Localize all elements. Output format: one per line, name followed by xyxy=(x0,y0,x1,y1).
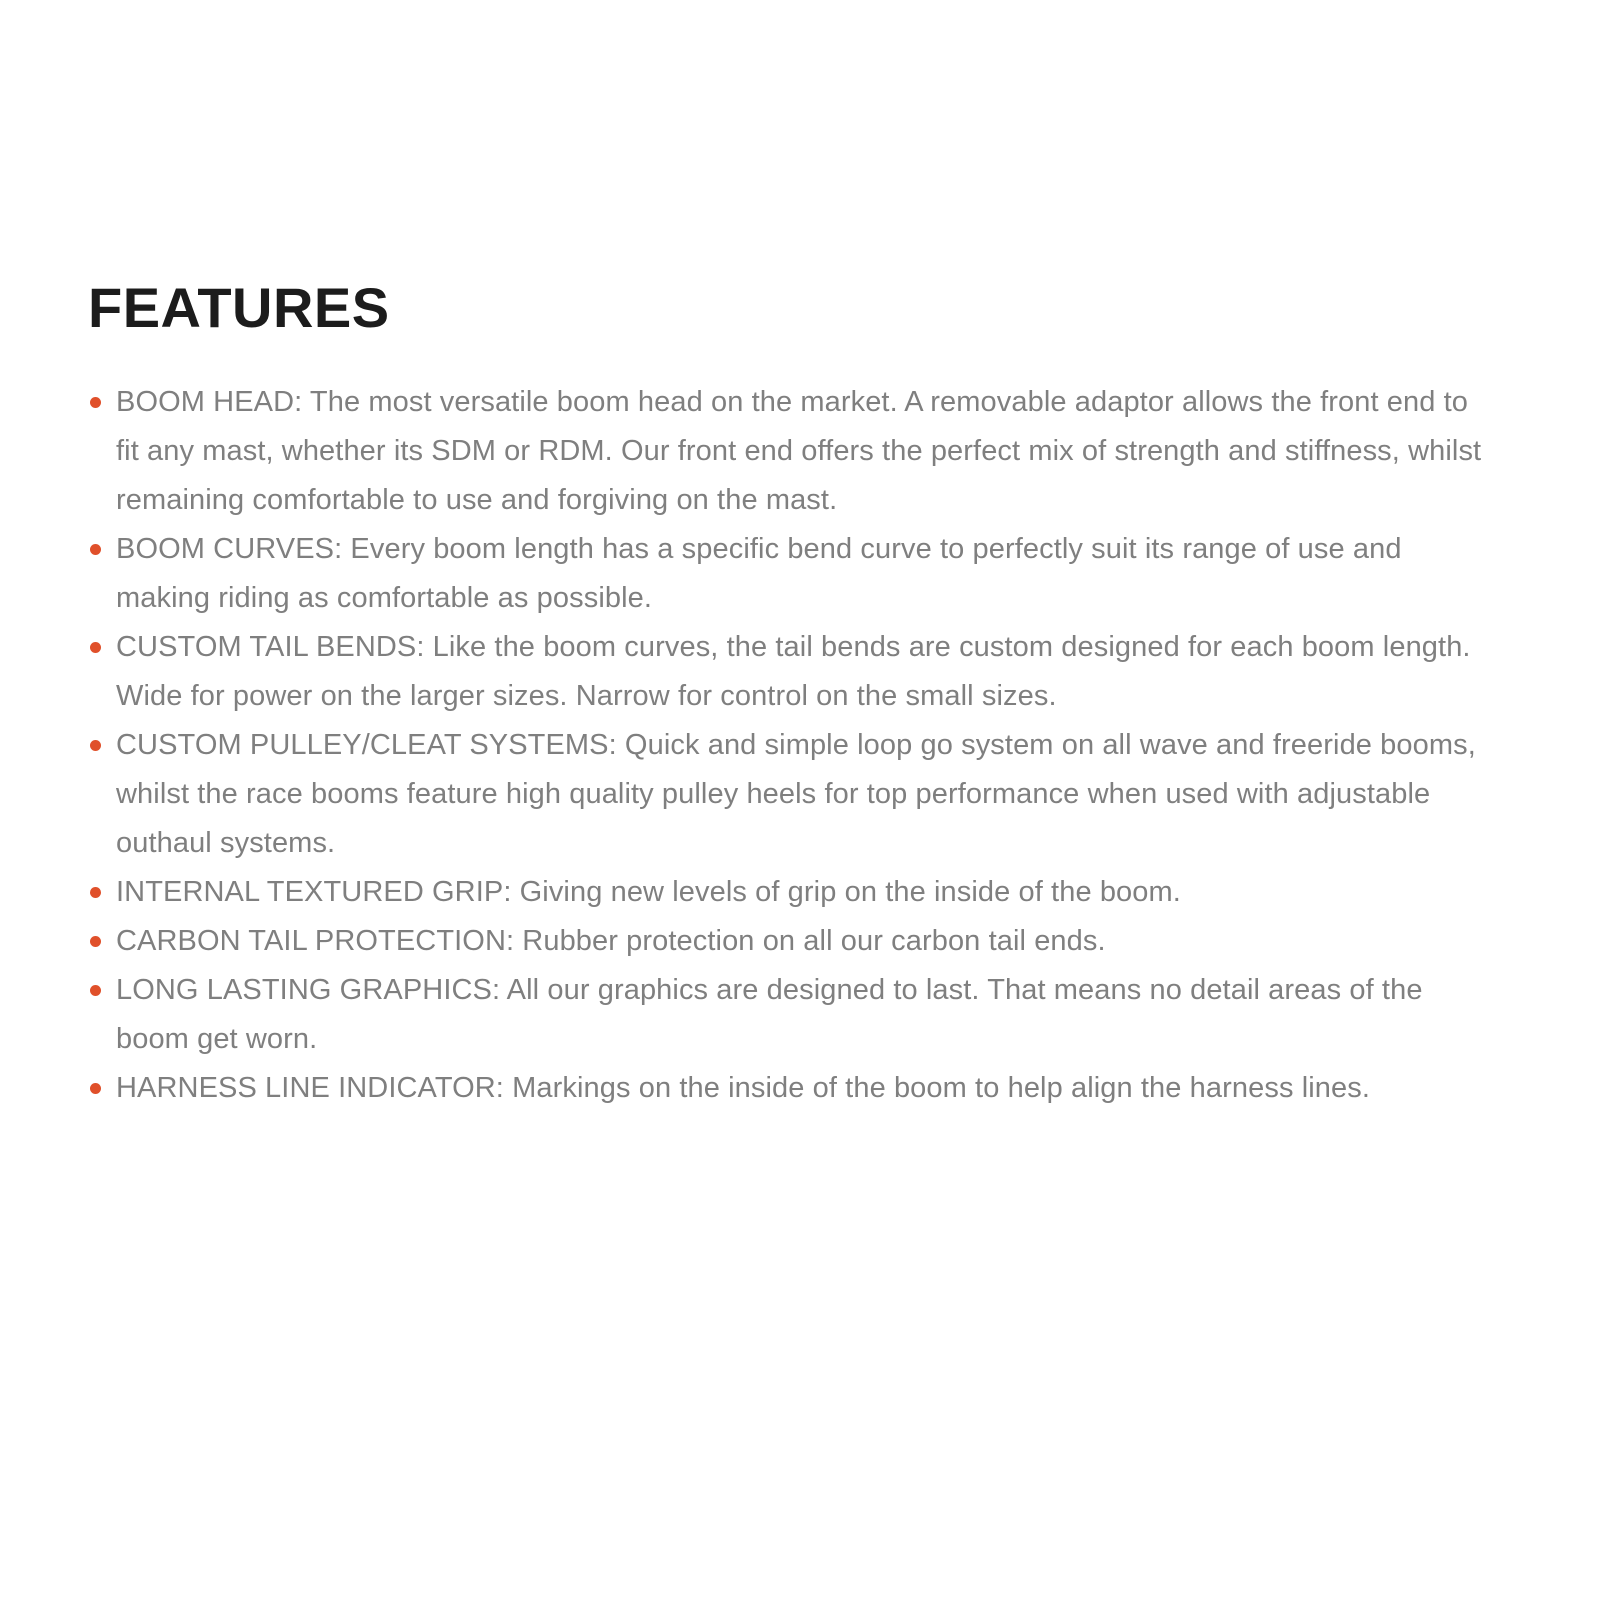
list-item xyxy=(88,525,1492,623)
section-heading: FEATURES xyxy=(88,276,390,339)
bullet-icon xyxy=(90,740,101,751)
bullet-icon xyxy=(90,397,101,408)
feature-text: CARBON TAIL PROTECTION: Rubber protection on all our carbon tail ends. xyxy=(116,925,1106,957)
features-section xyxy=(88,276,1498,1113)
bullet-icon xyxy=(90,985,101,996)
bullet-icon xyxy=(90,887,101,898)
list-item xyxy=(88,966,1492,1064)
list-item xyxy=(88,721,1492,868)
feature-text: BOOM CURVES: Every boom length has a specific bend curve to perfectly suit its range of use and making riding as comfortable as possible. xyxy=(116,533,1402,614)
list-item xyxy=(88,868,1492,917)
list-item xyxy=(88,378,1492,525)
feature-text: INTERNAL TEXTURED GRIP: Giving new levels of grip on the inside of the boom. xyxy=(116,876,1181,908)
list-item xyxy=(88,623,1492,721)
feature-text: LONG LASTING GRAPHICS: All our graphics are designed to last. That means no detail areas of the boom get worn. xyxy=(116,974,1423,1055)
feature-text: BOOM HEAD: The most versatile boom head on the market. A removable adaptor allows the front end to fit any mast, whether its SDM or RDM. Our front end offers the perfect mix of strength and stiffness, whilst remaining comfortable to use and forgiving on the mast. xyxy=(116,386,1482,516)
bullet-icon xyxy=(90,642,101,653)
feature-text: CUSTOM PULLEY/CLEAT SYSTEMS: Quick and simple loop go system on all wave and freeride booms, whilst the race booms feature high quality pulley heels for top performance when used with adjustable outhaul systems. xyxy=(116,729,1476,859)
features-list xyxy=(88,378,1492,1113)
list-item xyxy=(88,917,1492,966)
list-item xyxy=(88,1064,1492,1113)
feature-text: HARNESS LINE INDICATOR: Markings on the inside of the boom to help align the harness lines. xyxy=(116,1072,1371,1104)
feature-text: CUSTOM TAIL BENDS: Like the boom curves, the tail bends are custom designed for each boom length. Wide for power on the larger sizes. Narrow for control on the small sizes. xyxy=(116,631,1471,712)
bullet-icon xyxy=(90,544,101,555)
bullet-icon xyxy=(90,1083,101,1094)
bullet-icon xyxy=(90,936,101,947)
